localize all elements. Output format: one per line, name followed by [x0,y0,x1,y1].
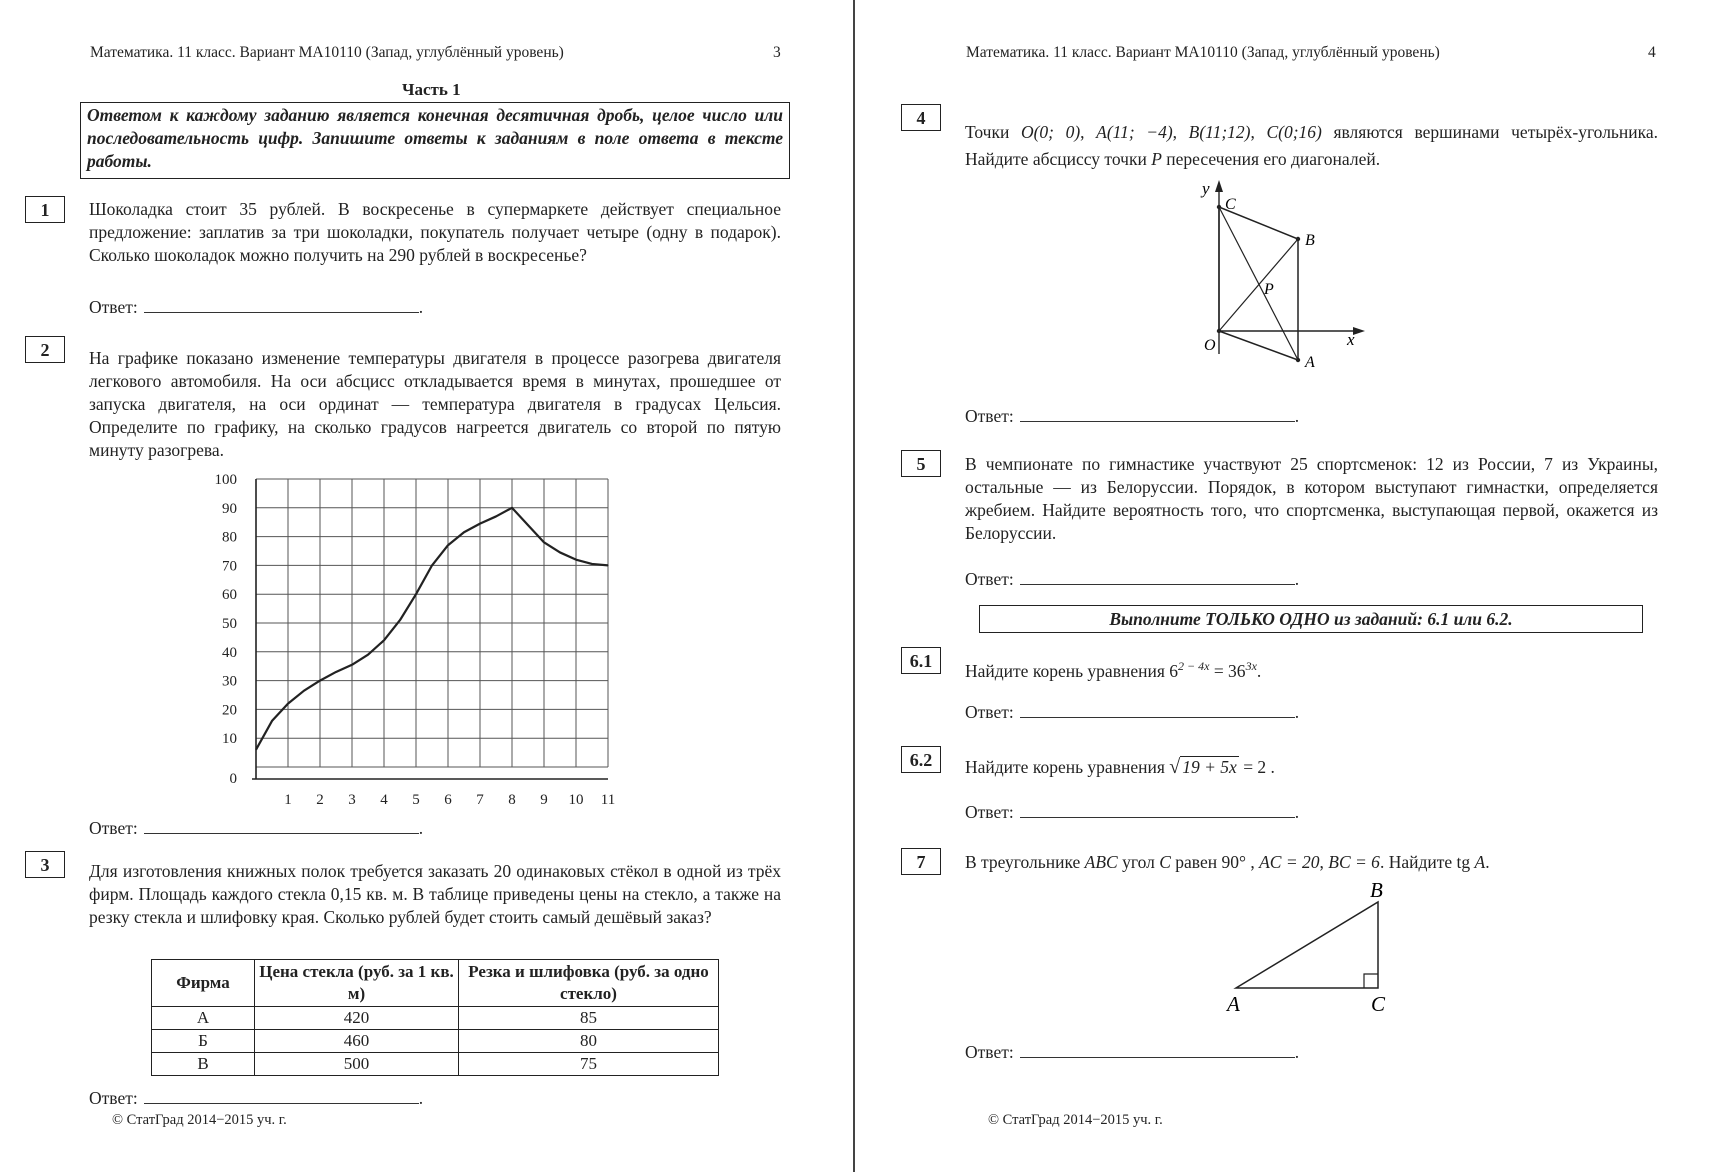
y-tick-label: 40 [222,644,237,661]
y-tick-label: 30 [222,673,237,690]
data-point [335,671,336,672]
table-cell: 460 [255,1030,459,1053]
label-a: A [1227,992,1240,1016]
x-tick-label: 2 [316,792,324,808]
label-c: C [1225,196,1236,213]
task-7-text-b: угол [1122,852,1155,872]
task-number-5: 5 [901,450,941,477]
target-angle: A [1474,852,1486,872]
task-6-2-text-a: Найдите корень уравнения [965,757,1165,777]
table-cell: 85 [459,1007,719,1030]
table-cell: 80 [459,1030,719,1053]
side-bc: BC = 6 [1328,852,1380,872]
y-tick-label: 10 [222,731,237,748]
point-b: B(11;12) [1188,122,1251,142]
answer-field-2[interactable]: Ответ: . [89,818,424,838]
data-point [607,565,608,566]
data-point [351,664,352,665]
data-point [447,545,448,546]
table-cell: 75 [459,1053,719,1076]
x-tick-label: 11 [600,792,616,808]
data-point [319,680,320,681]
x-tick-label: 7 [476,792,484,808]
table-cell: 420 [255,1007,459,1030]
y-tick-label: 50 [222,616,237,632]
task-4-text-a: Точки [965,122,1010,142]
page-header: Математика. 11 класс. Вариант МА10110 (Запад, углублённый уровень) [90,44,564,61]
temperature-series-line [256,508,608,750]
page-number: 4 [1648,44,1656,61]
temperature-chart [200,468,640,808]
page-header: Математика. 11 класс. Вариант МА10110 (Запад, углублённый уровень) [966,44,1440,61]
diagonal-ca [1219,207,1298,360]
answer-label: Ответ: [965,802,1014,822]
y-tick-label: 20 [222,702,237,719]
y-tick-label: 0 [229,771,237,787]
table-header-cell: Цена стекла (руб. за 1 кв. м) [255,960,459,1007]
data-point [399,620,400,621]
side-ac: AC = 20 [1259,852,1320,872]
task-number-3: 3 [25,851,65,878]
x-tick-label: 10 [568,792,584,808]
x-tick-label: 3 [348,792,356,808]
table-cell: 500 [255,1053,459,1076]
task-7-text-a: В треугольнике [965,852,1081,872]
task-3-text: Для изготовления книжных полок требуется заказать 20 одинаковых стёкол в одной из трёх фирм. Площадь каждого стекла 0,15 кв. м. В таблице приведены цены на стекло, а также на резку стекла и шлифовку края. Сколько рублей будет стоить самый дешёвый заказ? [89,861,781,927]
task-5-text: В чемпионате по гимнастике участвуют 25 спортсменок: 12 из России, 7 из Украины, остальные — из Белоруссии. Порядок, в котором выступают гимнастки, определяется жребием. Найдите вероятность того, что спортсменка, выступающая первой, окажется из Белоруссии. [965,454,1658,543]
answer-label: Ответ: [965,406,1014,426]
y-tick-label: 80 [222,529,237,546]
x-tick-label: 4 [380,792,388,808]
task-7-text-e: . [1485,852,1490,872]
table-row [152,1030,719,1053]
table-header-cell: Резка и шлифовка (руб. за одно стекло) [459,960,719,1007]
answer-field-5[interactable]: Ответ: . [965,569,1300,589]
task-number-2: 2 [25,336,65,363]
y-tick-label: 60 [222,587,237,604]
triangle-abc [1236,902,1378,988]
data-point [527,524,528,525]
label-a: A [1305,354,1315,371]
label-c: C [1371,992,1386,1016]
y-axis-arrow [1215,180,1223,192]
data-point [511,507,512,508]
y-tick-label: 90 [222,500,237,517]
choice-instruction: Выполните ТОЛЬКО ОДНО из заданий: 6.1 или 6.2. [979,605,1643,633]
y-tick-label: 70 [222,558,237,575]
label-x: x [1347,330,1355,349]
table-row [152,1007,719,1030]
answer-field-4[interactable]: Ответ: . [965,406,1300,426]
point-o: O(0; 0) [1020,122,1081,142]
answer-label: Ответ: [89,1088,138,1108]
table-cell: А [152,1007,255,1030]
footer: © СтатГрад 2014−2015 уч. г. [112,1112,287,1128]
task-number-1: 1 [25,196,65,223]
table-header-cell: Фирма [152,960,255,1007]
data-point [495,516,496,517]
answer-field-3[interactable]: Ответ: . [89,1088,424,1108]
equation-base: 6 [1169,660,1178,681]
x-tick-label: 9 [540,792,548,808]
data-point [287,703,288,704]
task-number-6-2: 6.2 [901,746,941,773]
radicand: 19 + 5x [1182,757,1237,777]
triangle-name: ABC [1084,852,1118,872]
task-6-2-text [965,753,1658,781]
answer-label: Ответ: [965,702,1014,722]
task-7-text-c: равен 90° , [1175,852,1255,872]
task-7-sep: , [1319,852,1324,872]
label-b: B [1305,232,1315,249]
diagonal-ob [1219,239,1298,331]
data-point [303,690,304,691]
point-a: A(11; −4) [1096,122,1173,142]
point-c: C(0;16) [1266,122,1322,142]
task-6-1-text [965,652,1658,685]
page-divider [853,0,855,1172]
data-point [415,594,416,595]
vertex-o [1217,329,1221,333]
task-4-text: Точки O(0; 0), A(11; −4), B(11;12), C(0;16) являются вершинами четырёх-угольника. Найдите абсциссу точки P пересечения его диагоналей. [965,122,1659,169]
label-b: B [1370,878,1383,902]
y-tick-label: 100 [214,472,237,488]
vertex-a [1296,358,1300,362]
table-cell: В [152,1053,255,1076]
task-1-text: Шоколадка стоит 35 рублей. В воскресенье в супермаркете действует специальное предложение: заплатив за три шоколадки, покупатель получает четыре (одну в подарок). Сколько шоколадок можно получить на 290 рублей в воскресенье? [89,199,781,265]
equation-end: . [1256,660,1262,681]
x-tick-label: 6 [444,792,452,808]
right-triangle-diagram [1226,875,1396,1015]
data-point [255,749,256,750]
answer-label: Ответ: [965,1042,1014,1062]
notice-box: Ответом к каждому заданию является конечная десятичная дробь, целое число или последовательность цифр. Запишите ответы к заданиям в поле ответа в тексте работы. [80,102,790,179]
equation-exponent-2: 3x [1245,659,1257,673]
table-row [152,1053,719,1076]
data-point [383,640,384,641]
task-2-text: На графике показано изменение температуры двигателя в процессе разогрева двигателя легкового автомобиля. На оси абсцисс откладывается время в минутах, прошедшее от запуска двигателя, на оси ординат — температура двигателя в градусах Цельсия. Определите по графику, на сколько градусов нагреется двигатель со второй по пятую минуту разогрева. [89,348,781,460]
quadrilateral-diagram [1202,178,1391,378]
part-title: Часть 1 [402,80,461,99]
task-4-text-c: пересечения его диагоналей. [1166,149,1381,169]
page-number: 3 [773,44,781,61]
answer-label: Ответ: [965,569,1014,589]
sqrt-sign: √ [1169,756,1181,778]
data-point [367,654,368,655]
label-p: P [1264,281,1274,298]
task-number-7: 7 [901,848,941,875]
answer-field-1[interactable]: Ответ: . [89,297,424,317]
x-tick-label: 5 [412,792,420,808]
table-cell: Б [152,1030,255,1053]
data-point [559,552,560,553]
equation-rhs: = 36 [1213,660,1246,681]
left-page [0,0,852,1172]
vertex-c [1217,205,1221,209]
vertex-b [1296,237,1300,241]
task-7-text-d: . Найдите tg [1379,852,1471,872]
price-table [151,959,719,1076]
label-o: O [1204,337,1216,354]
label-y: y [1202,179,1210,198]
x-tick-label: 8 [508,792,516,808]
answer-label: Ответ: [89,818,138,838]
right-page [856,0,1714,1172]
data-point [271,720,272,721]
equation-rhs: = 2 . [1243,757,1275,777]
task-number-4: 4 [901,104,941,131]
data-point [479,523,480,524]
answer-field-7[interactable]: Ответ: . [965,1042,1300,1062]
data-point [431,565,432,566]
point-p: P [1151,149,1162,169]
table-header-row [152,960,719,1007]
task-number-6-1: 6.1 [901,647,941,674]
answer-field-6-2[interactable]: Ответ: . [965,802,1300,822]
footer: © СтатГрад 2014−2015 уч. г. [988,1112,1163,1128]
task-4-text-b: являются вершинами четырёх-угольника. Найдите абсциссу точки [965,122,1659,169]
answer-label: Ответ: [89,297,138,317]
task-6-1-text-a: Найдите корень уравнения [965,660,1165,681]
equation-exponent-1: 2 − 4x [1178,659,1210,673]
right-angle-mark [1364,974,1378,988]
x-tick-label: 1 [284,792,292,808]
x-axis-arrow [1353,327,1365,335]
data-point [463,532,464,533]
data-point [591,563,592,564]
data-point [575,559,576,560]
answer-field-6-1[interactable]: Ответ: . [965,702,1300,722]
angle-name: C [1159,852,1171,872]
task-7-text [965,850,1658,874]
data-point [543,542,544,543]
